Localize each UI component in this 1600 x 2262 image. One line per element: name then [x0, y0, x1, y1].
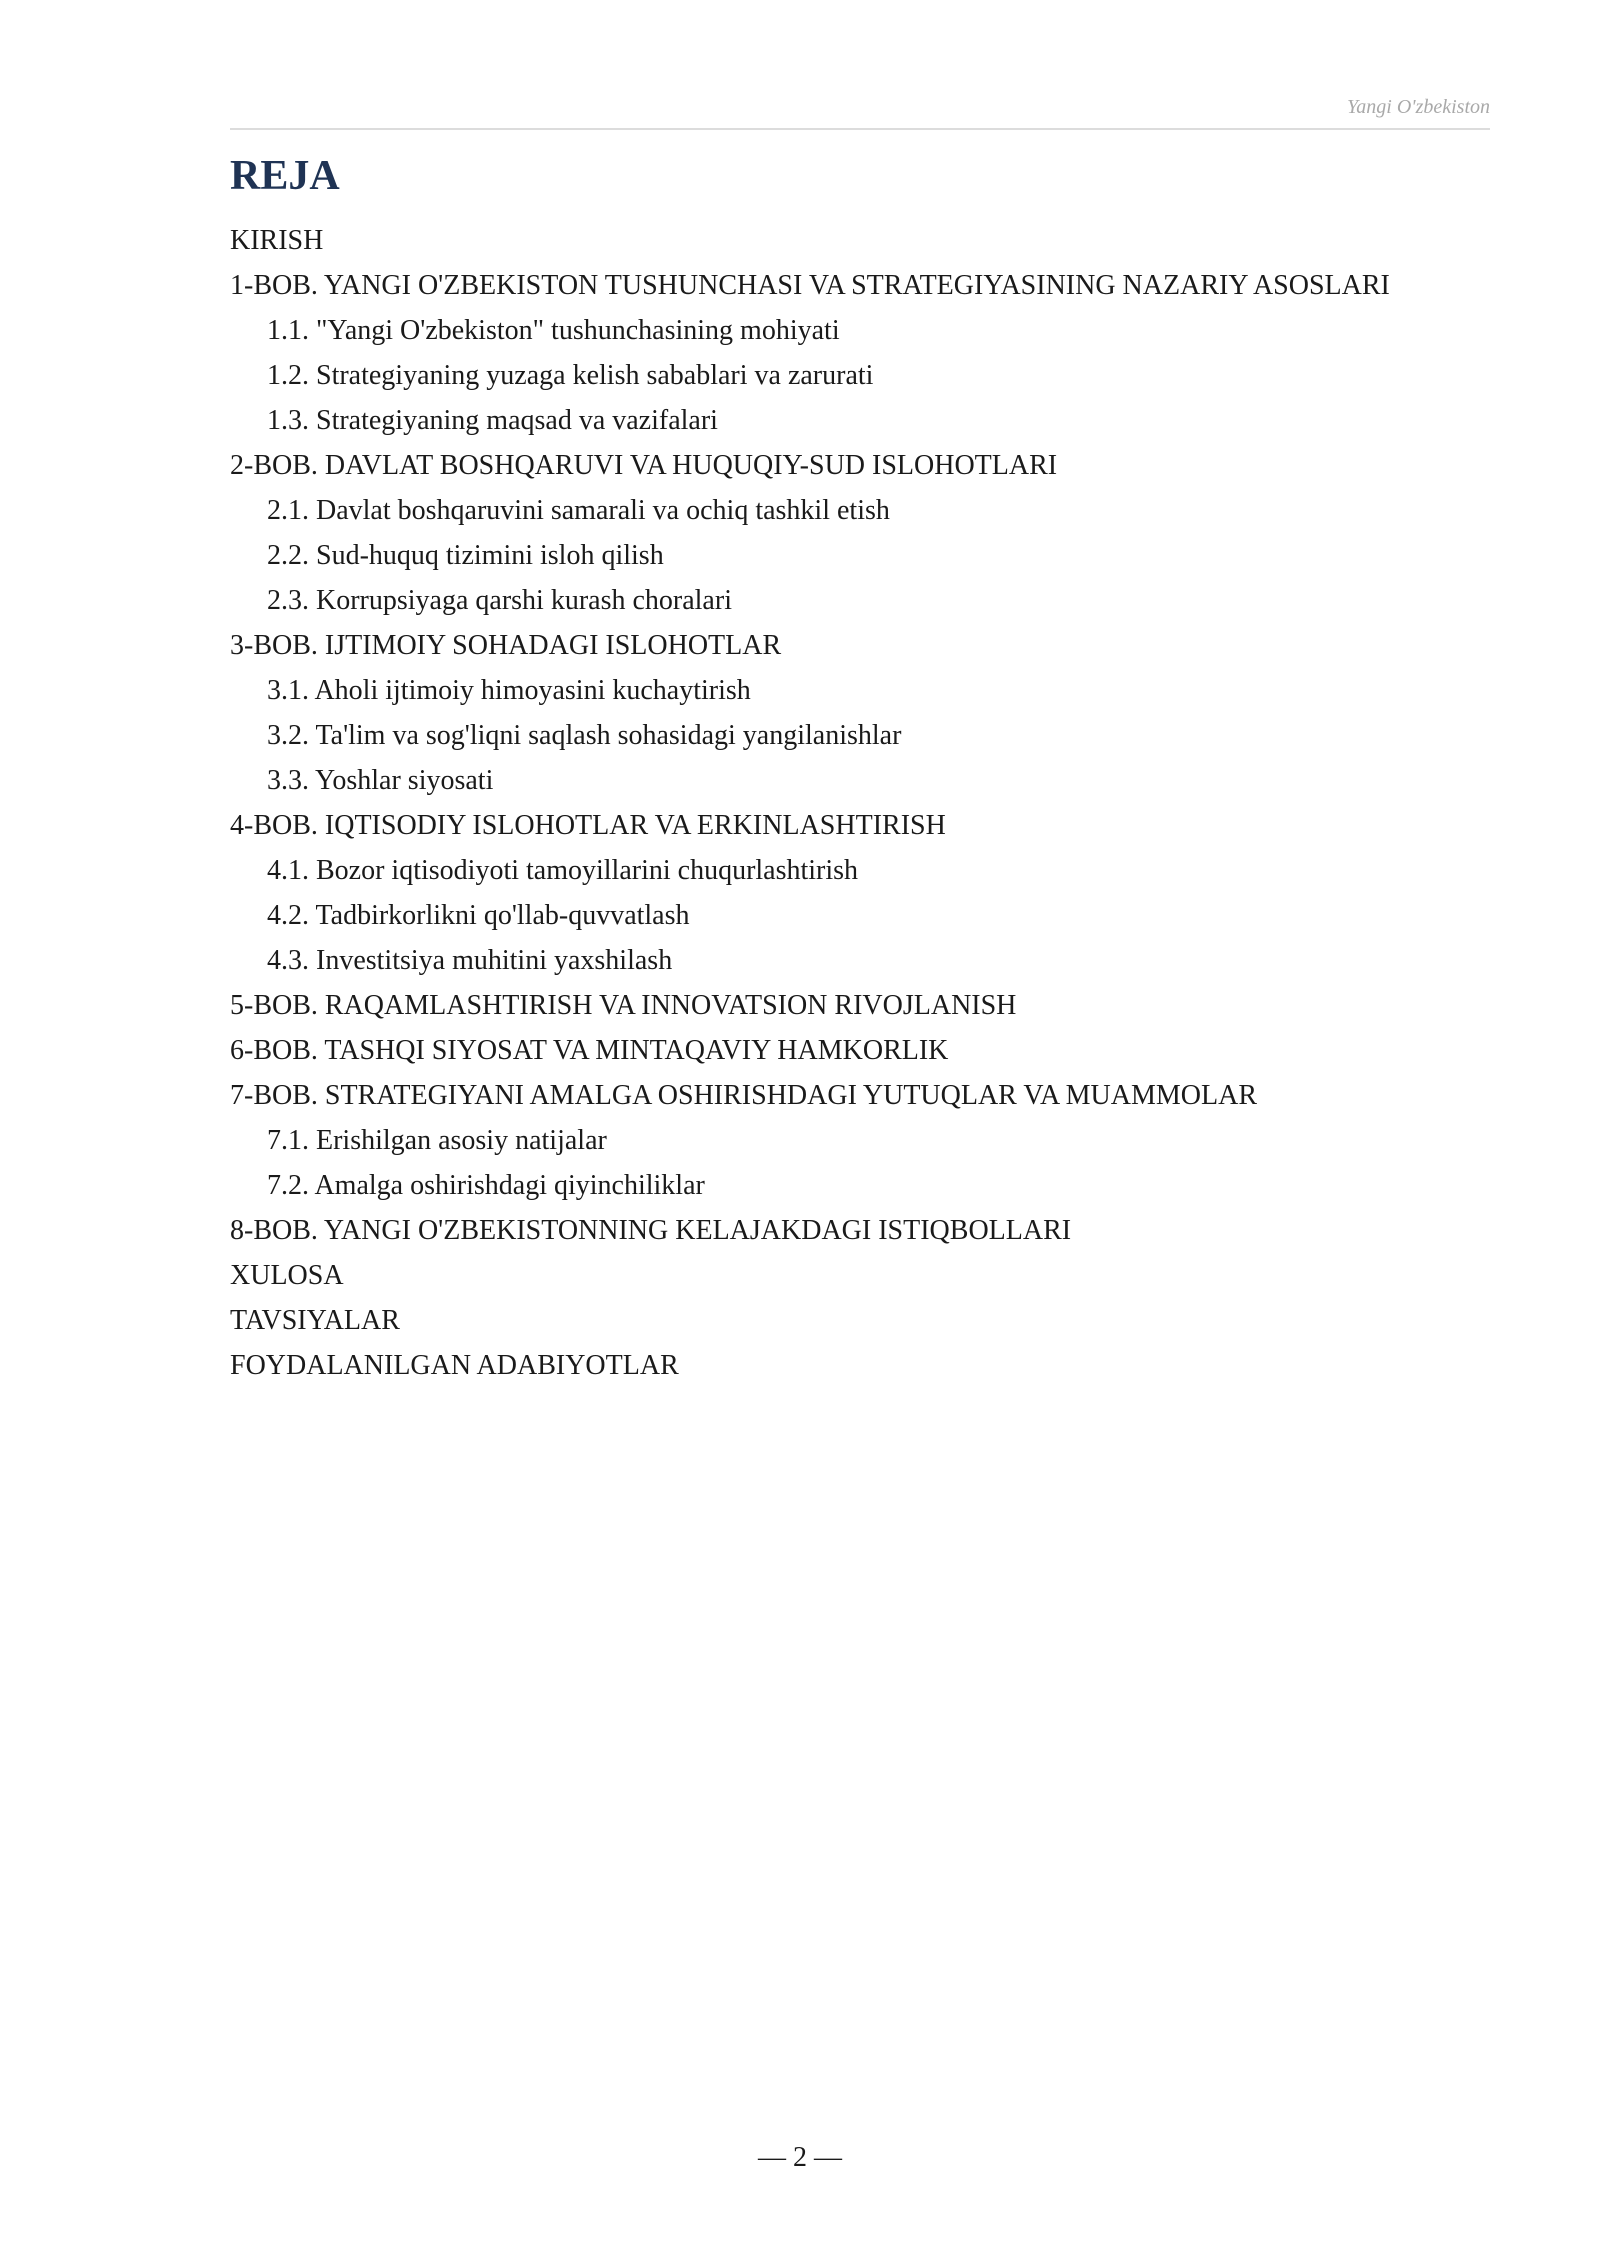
toc-chapter-entry: XULOSA	[230, 1260, 344, 1291]
running-header	[230, 94, 1490, 130]
toc-subsection-entry: 3.2. Ta'lim va sog'liqni saqlash sohasidagi yangilanishlar	[267, 720, 902, 751]
toc-subsection-entry: 4.2. Tadbirkorlikni qo'llab-quvvatlash	[267, 900, 690, 931]
toc-subsection-entry: 3.3. Yoshlar siyosati	[267, 765, 494, 796]
toc-chapter-entry: 4-BOB. IQTISODIY ISLOHOTLAR VA ERKINLASHTIRISH	[230, 810, 946, 841]
running-header-title: Yangi O'zbekiston	[1347, 96, 1490, 118]
toc-subsection-entry: 1.2. Strategiyaning yuzaga kelish sabablari va zarurati	[267, 360, 874, 391]
toc-subsection-entry: 4.1. Bozor iqtisodiyoti tamoyillarini chuqurlashtirish	[267, 855, 859, 886]
toc-chapter-entry: FOYDALANILGAN ADABIYOTLAR	[230, 1350, 679, 1381]
toc-chapter-entry: KIRISH	[230, 225, 324, 256]
table-of-contents	[230, 218, 1500, 1388]
toc-chapter-entry: 1-BOB. YANGI O'ZBEKISTON TUSHUNCHASI VA STRATEGIYASINING NAZARIY ASOSLARI	[230, 270, 1390, 301]
toc-subsection-entry: 2.3. Korrupsiyaga qarshi kurash choralari	[267, 585, 732, 616]
toc-subsection-entry: 7.1. Erishilgan asosiy natijalar	[267, 1125, 607, 1156]
toc-subsection-entry: 3.1. Aholi ijtimoiy himoyasini kuchaytirish	[267, 675, 751, 706]
toc-subsection-entry: 2.1. Davlat boshqaruvini samarali va ochiq tashkil etish	[267, 495, 890, 526]
toc-chapter-entry: 2-BOB. DAVLAT BOSHQARUVI VA HUQUQIY-SUD ISLOHOTLARI	[230, 450, 1058, 481]
toc-subsection-entry: 7.2. Amalga oshirishdagi qiyinchiliklar	[267, 1170, 705, 1201]
toc-chapter-entry: 3-BOB. IJTIMOIY SOHADAGI ISLOHOTLAR	[230, 630, 782, 661]
toc-subsection-entry: 1.3. Strategiyaning maqsad va vazifalari	[267, 405, 718, 436]
toc-chapter-entry: 8-BOB. YANGI O'ZBEKISTONNING KELAJAKDAGI ISTIQBOLLARI	[230, 1215, 1072, 1246]
toc-chapter-entry: 6-BOB. TASHQI SIYOSAT VA MINTAQAVIY HAMKORLIK	[230, 1035, 949, 1066]
toc-chapter-entry: TAVSIYALAR	[230, 1305, 400, 1336]
toc-subsection-entry: 2.2. Sud-huquq tizimini isloh qilish	[267, 540, 664, 571]
toc-subsection-entry: 1.1. "Yangi O'zbekiston" tushunchasining mohiyati	[267, 315, 840, 346]
page-number: — 2 —	[758, 2142, 842, 2173]
page-title: REJA	[230, 153, 340, 199]
toc-subsection-entry: 4.3. Investitsiya muhitini yaxshilash	[267, 945, 673, 976]
toc-chapter-entry: 7-BOB. STRATEGIYANI AMALGA OSHIRISHDAGI YUTUQLAR VA MUAMMOLAR	[230, 1080, 1257, 1111]
toc-chapter-entry: 5-BOB. RAQAMLASHTIRISH VA INNOVATSION RIVOJLANISH	[230, 990, 1017, 1021]
